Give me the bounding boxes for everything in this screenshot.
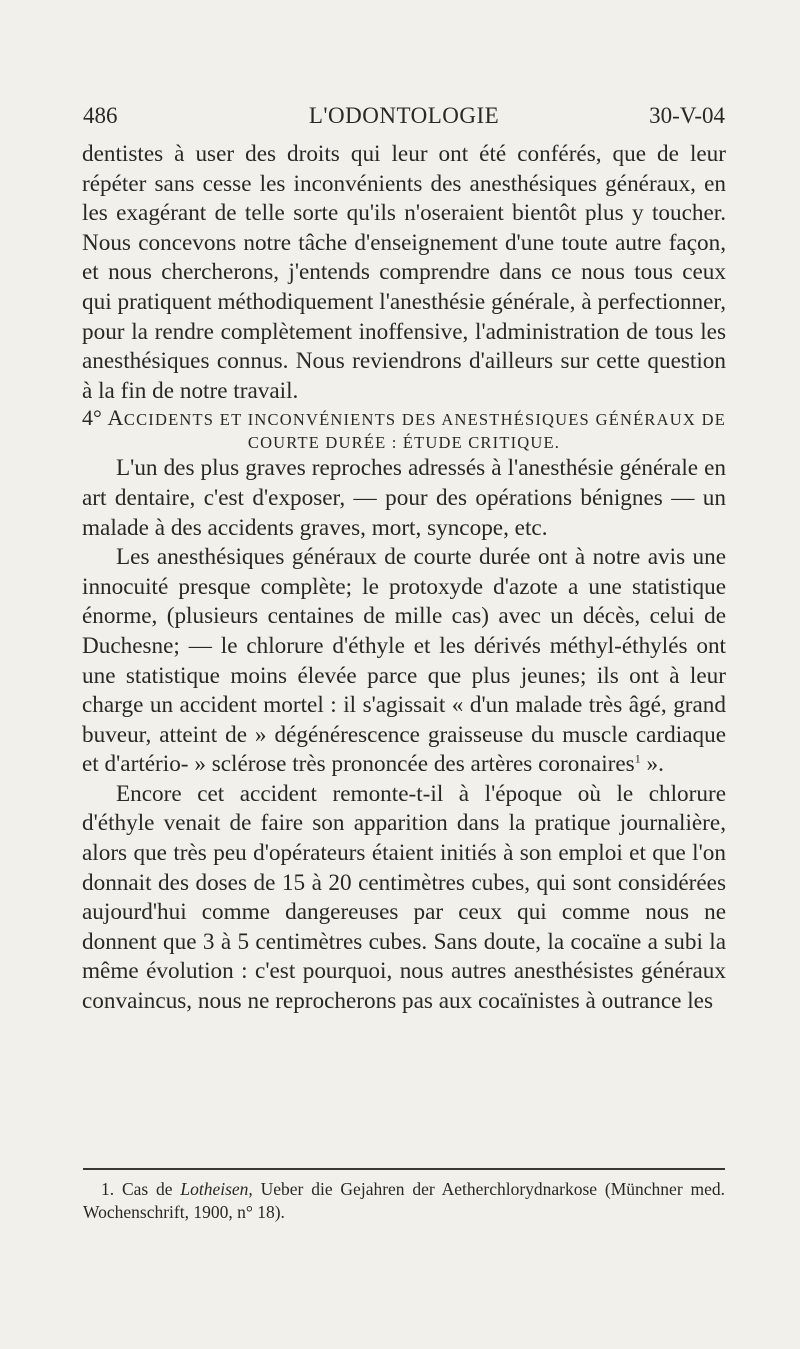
journal-title: L'ODONTOLOGIE — [308, 103, 500, 128]
paragraph: Encore cet accident remonte-t-il à l'époque où le chlorure d'éthyle venait de faire son apparition dans la pratique journalière, alors que très peu d'opérateurs étaient initiés à son emploi et que l'on donnait des doses de 15 à 20 centimètres cubes, qui sont considérées aujourd'hui comme dangereuses par ceux qui comme nous ne donnent que 3 à 5 centimètres cubes. Sans doute, la cocaïne a subi la même évolution : c'est pourquoi, nous autres anesthésistes généraux convaincus, nous ne reprocherons pas aux cocaïnistes à outrance les — [82, 780, 726, 1015]
running-header — [83, 103, 725, 139]
footnote — [83, 1178, 725, 1224]
footnote-text-after: Ueber die Gejahren der Aetherchlorydnarkose (Münchner med. Wochenschrift, 1900, n° 18). — [83, 1179, 725, 1222]
section-title-initial: A — [107, 405, 124, 431]
paragraph-text-end: ». — [640, 751, 664, 778]
footnote-divider — [83, 1168, 725, 1170]
footnote-author: Lotheisen, — [180, 1179, 253, 1199]
section-number: 4° — [82, 405, 102, 431]
paragraph-text: Les anesthésiques généraux de courte durée ont à notre avis une innocuité presque complète; le protoxyde d'azote a une statistique énorme, (plusieurs centaines de mille cas) avec un décès, celui de Duchesne; — le chlorure d'éthyle et les dérivés méthyl-éthylés ont une statistique moins élevée parce que plus jeunes; ils ont à leur charge un accident mortel : il s'agissait « d'un malade très âgé, grand buveur, atteint de » dégénérescence graisseuse du muscle cardiaque et d'artério- » sclérose très prononcée des artères coronaires — [82, 544, 726, 778]
footnote-text-before: Cas de — [114, 1179, 181, 1199]
paragraph: L'un des plus graves reproches adressés à l'anesthésie générale en art dentaire, c'est d'exposer, — pour des opérations bénignes — un malade à des accidents graves, mort, syncope, etc. — [82, 455, 726, 541]
main-text — [82, 140, 726, 1017]
section-heading — [82, 406, 726, 454]
footnote-number: 1. — [101, 1179, 115, 1199]
paragraph-continued: dentistes à user des droits qui leur ont été conférés, que de leur répéter sans cesse les inconvénients des anesthésiques généraux, en les exagérant de telle sorte qu'ils n'oseraient bientôt plus y toucher. Nous concevons notre tâche d'enseignement d'une toute autre façon, et nous chercherons, j'entends comprendre dans ce nous tous ceux qui pratiquent méthodiquement l'anesthésie générale, à perfectionner, pour la rendre complètement inoffensive, l'administration de tous les anesthésiques connus. Nous reviendrons d'ailleurs sur cette question à la fin de notre travail. — [82, 141, 726, 404]
page-number: 486 — [83, 103, 118, 128]
issue-date: 30-V-04 — [649, 103, 725, 128]
paragraph-with-note — [82, 543, 726, 780]
footnote-reference[interactable]: 1 — [634, 751, 641, 766]
section-title-text: CCIDENTS ET INCONVÉNIENTS DES ANESTHÉSIQUES GÉNÉRAUX DE COURTE DURÉE : ÉTUDE CRITIQUE. — [123, 410, 726, 453]
